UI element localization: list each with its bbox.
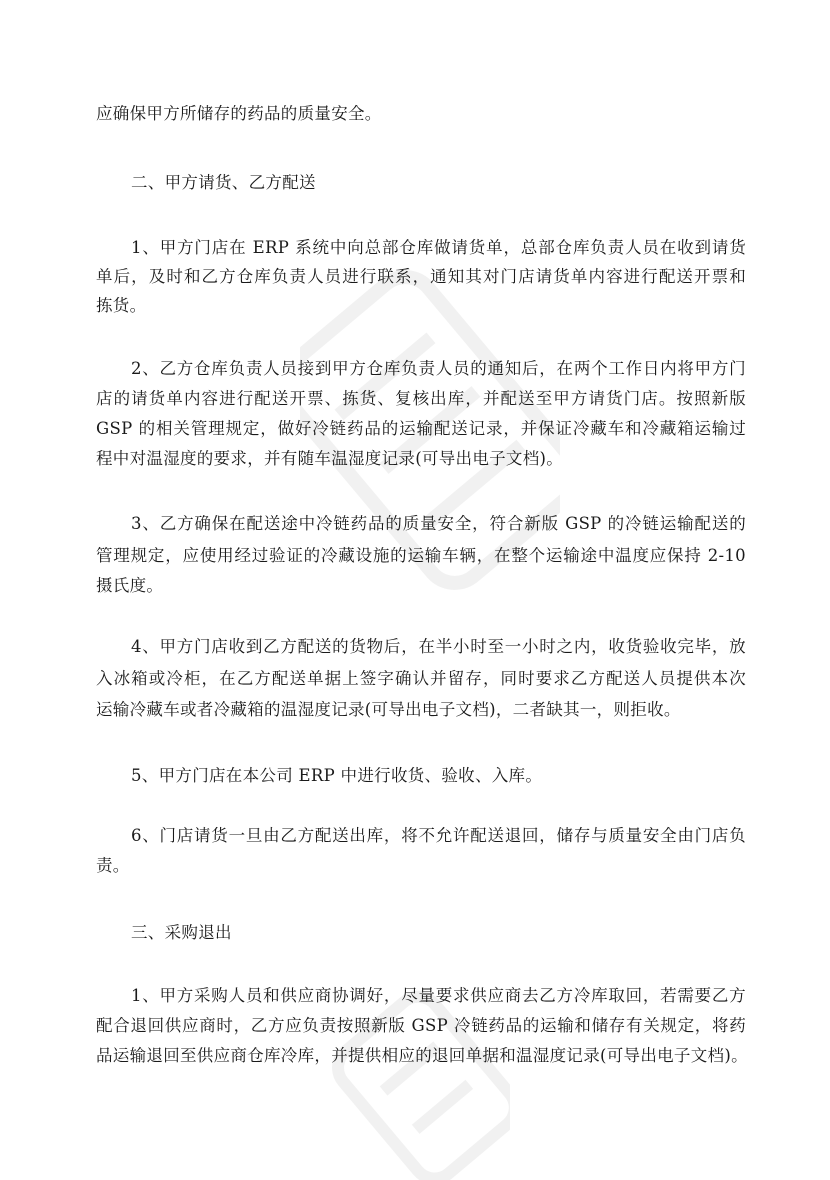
text-line: 程中对温湿度的要求，并有随车温湿度记录(可导出电子文档)。 [96, 449, 564, 468]
text-line: GSP 的相关管理规定，做好冷链药品的运输配送记录，并保证冷藏车和冷藏箱运输过 [96, 419, 746, 438]
text-line: 1、甲方采购人员和供应商协调好，尽量要求供应商去乙方冷库取回，若需要乙方 [131, 986, 746, 1005]
section-heading: 二、甲方请货、乙方配送 [131, 173, 316, 192]
text-line: 2、乙方仓库负责人员接到甲方仓库负责人员的通知后，在两个工作日内将甲方门 [131, 359, 746, 378]
text-line: 应确保甲方所储存的药品的质量安全。 [96, 104, 382, 123]
text-line: 入冰箱或冷柜，在乙方配送单据上签字确认并留存，同时要求乙方配送人员提供本次 [96, 669, 746, 688]
text-line: 5、甲方门店在本公司 ERP 中进行收货、验收、入库。 [131, 766, 543, 785]
text-line: 配合退回供应商时，乙方应负责按照新版 GSP 冷链药品的运输和储存有关规定，将药 [96, 1016, 746, 1035]
text-line: 6、门店请货一旦由乙方配送出库，将不允许配送退回，储存与质量安全由门店负 [131, 826, 746, 845]
section-heading: 三、采购退出 [131, 923, 232, 942]
text-line: 摄氏度。 [96, 576, 164, 595]
text-line: 1、甲方门店在 ERP 系统中向总部仓库做请货单，总部仓库负责人员在收到请货 [131, 238, 746, 257]
text-line: 运输冷藏车或者冷藏箱的温湿度记录(可导出电子文档)，二者缺其一，则拒收。 [96, 700, 681, 719]
text-line: 管理规定，应使用经过验证的冷藏设施的运输车辆，在整个运输途中温度应保持 2-10 [96, 546, 746, 565]
text-line: 3、乙方确保在配送途中冷链药品的质量安全，符合新版 GSP 的冷链运输配送的 [131, 514, 746, 533]
text-line: 拣货。 [96, 296, 147, 315]
text-line: 4、甲方门店收到乙方配送的货物后，在半小时至一小时之内，收货验收完毕，放 [131, 637, 746, 656]
text-line: 店的请货单内容进行配送开票、拣货、复核出库，并配送至甲方请货门店。按照新版 [96, 389, 746, 408]
text-line: 单后，及时和乙方仓库负责人员进行联系，通知其对门店请货单内容进行配送开票和 [96, 267, 746, 286]
watermark-graphic [330, 980, 510, 1180]
text-line: 品运输退回至供应商仓库冷库，并提供相应的退回单据和温湿度记录(可导出电子文档)。 [96, 1046, 748, 1065]
text-line: 责。 [96, 856, 130, 875]
